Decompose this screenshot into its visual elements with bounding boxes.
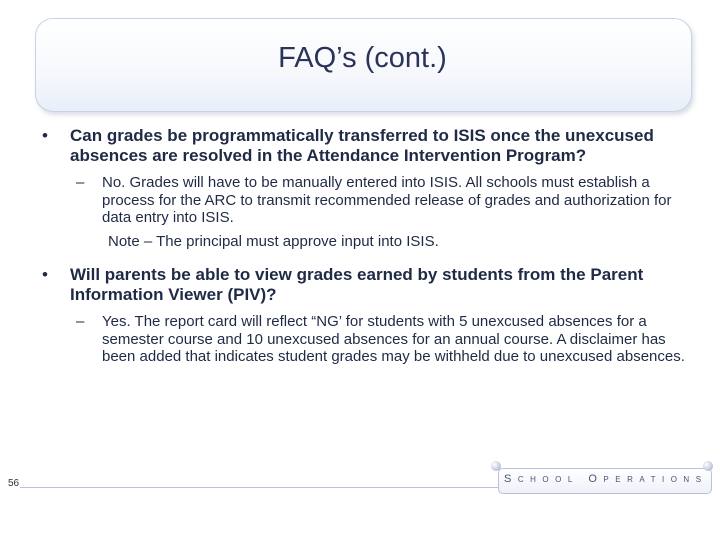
bullet-marker: • <box>42 265 48 284</box>
faq-question-2 <box>40 265 690 305</box>
slide-title: FAQ’s (cont.) <box>278 42 447 74</box>
dash-marker: – <box>76 174 85 191</box>
logo-bead-icon <box>703 461 713 471</box>
logo-bead-icon <box>491 461 501 471</box>
faq-answer-2 <box>40 313 690 366</box>
question-text: Will parents be able to view grades earned by students from the Parent Information Viewer (PIV)? <box>70 265 644 304</box>
answer-text: No. Grades will have to be manually entered into ISIS. All schools must establish a process for the ARC to transmit recommended release of grades and authorization for data entry into ISIS. <box>102 174 672 226</box>
question-text: Can grades be programmatically transferred to ISIS once the unexcused absences are resolved in the Attendance Intervention Program? <box>70 126 654 165</box>
page-number: 56 <box>8 478 20 489</box>
faq-question-1 <box>40 126 690 166</box>
faq-note-1: Note – The principal must approve input into ISIS. <box>108 232 439 250</box>
footer-divider <box>20 487 498 488</box>
logo-text: School Operations <box>504 473 708 485</box>
slide-content <box>40 126 690 366</box>
bullet-marker: • <box>42 126 48 145</box>
faq-answer-1 <box>40 174 690 227</box>
answer-text: Yes. The report card will reflect “NG’ for students with 5 unexcused absences for a semester course and 10 unexcused absences for an annual course. A disclaimer has been added that indicates student grades may be withheld due to unexcused absences. <box>102 313 685 365</box>
dash-marker: – <box>76 313 85 330</box>
